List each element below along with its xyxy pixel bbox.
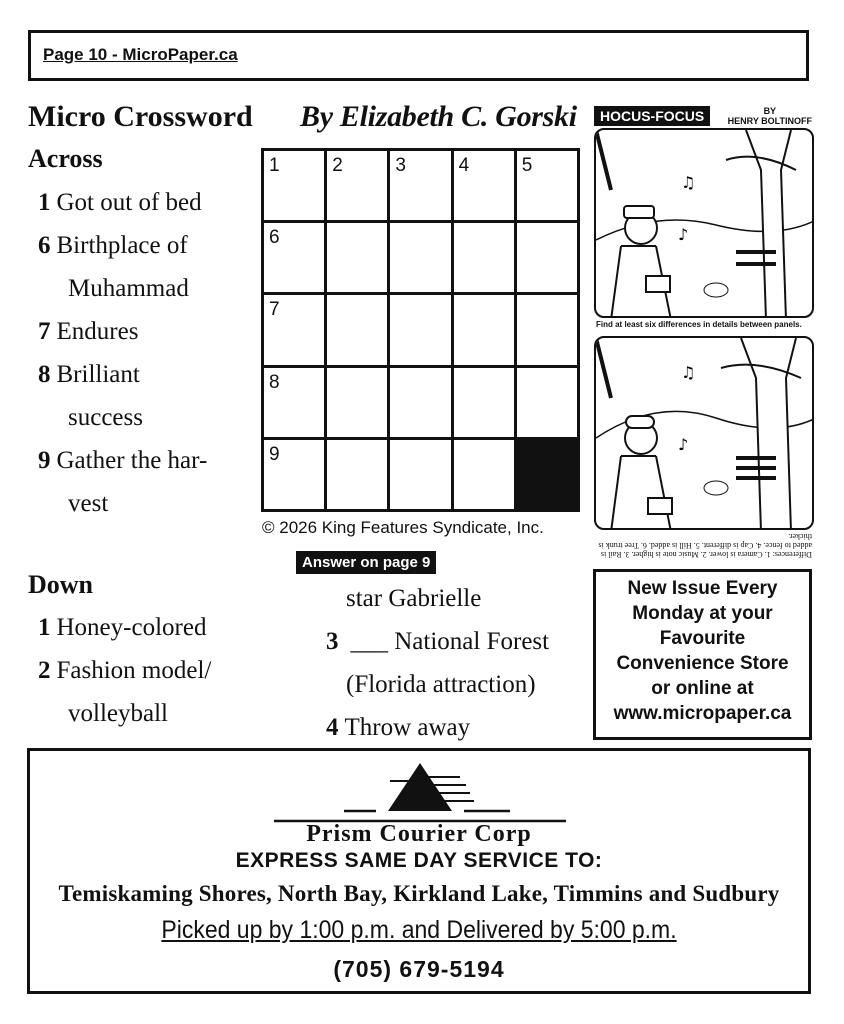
ad-express: EXPRESS SAME DAY SERVICE TO: (235, 849, 603, 872)
issue-line: New Issue Every (627, 578, 778, 599)
crossword-grid (261, 148, 580, 512)
grid-cell[interactable] (517, 151, 577, 220)
crossword-author: By Elizabeth C. Gorski (300, 100, 577, 133)
hocus-focus-title: HOCUS-FOCUS (594, 106, 710, 126)
across-clue: 7 Endures (38, 318, 139, 345)
copyright: © 2026 King Features Syndicate, Inc. (262, 518, 544, 537)
grid-cell[interactable] (390, 151, 450, 220)
across-clue: 1 Got out of bed (38, 189, 202, 216)
across-clues (38, 181, 207, 525)
crossword-title: Micro Crossword (28, 100, 253, 133)
across-clue-cont: vest (68, 490, 109, 517)
answer-badge: Answer on page 9 (296, 551, 436, 574)
grid-cell[interactable] (454, 368, 514, 437)
down-clues-left (38, 606, 211, 735)
grid-cell[interactable] (327, 440, 387, 509)
svg-text:♪: ♪ (678, 225, 689, 244)
across-clue-cont: success (68, 404, 143, 431)
down-heading: Down (28, 570, 94, 599)
issue-website: www.micropaper.ca (613, 703, 792, 724)
grid-cell[interactable] (454, 151, 514, 220)
grid-cell-number: 7 (269, 299, 280, 321)
grid-cell-number: 8 (269, 371, 280, 393)
grid-cell[interactable] (390, 223, 450, 292)
grid-cell[interactable] (390, 295, 450, 364)
hocus-focus (592, 104, 816, 559)
issue-line: or online at (651, 678, 754, 699)
grid-cell[interactable] (517, 368, 577, 437)
ad-pickup: Picked up by 1:00 p.m. and Delivered by 5:00 p.m. (161, 916, 677, 944)
grid-cell-number: 9 (269, 443, 280, 465)
issue-line: Convenience Store (616, 653, 789, 674)
grid-cell[interactable] (327, 368, 387, 437)
cartoon-illustration (596, 338, 814, 530)
grid-cell[interactable] (390, 368, 450, 437)
grid-cell[interactable] (454, 440, 514, 509)
grid-cell[interactable] (327, 223, 387, 292)
prism-courier-ad (27, 748, 811, 994)
page-header-text: Page 10 - MicroPaper.ca (43, 45, 238, 64)
hocus-focus-answers: Differences: 1. Camera is lower. 2. Music note is higher. 3. Rail is added to fence. 4. Cap is different. 5. Hill is added. 6. Tree trunk is thicker. (598, 532, 812, 559)
grid-cell[interactable] (327, 295, 387, 364)
issue-line: Favourite (659, 628, 746, 649)
grid-cell[interactable] (454, 223, 514, 292)
cartoon-illustration (596, 130, 814, 318)
down-clue-cont: volleyball (68, 700, 168, 727)
across-clue-cont: Muhammad (68, 275, 189, 302)
cartoon-panel-top (594, 128, 814, 318)
down-clue: 4 Throw away (326, 714, 471, 741)
down-clues-right (326, 577, 550, 749)
across-clue: 9 Gather the har- (38, 447, 208, 474)
across-heading: Across (28, 144, 103, 173)
new-issue-box (593, 569, 812, 740)
hocus-focus-caption: Find at least six differences in details between panels. (596, 320, 802, 329)
down-clue: 1 Honey-colored (38, 614, 207, 641)
ad-phone: (705) 679-5194 (333, 956, 505, 982)
across-clue: 8 Brilliant (38, 361, 140, 388)
hocus-focus-byline: BY HENRY BOLTINOFF (727, 106, 812, 126)
grid-cell[interactable] (327, 151, 387, 220)
down-clue: 3 ___ National Forest (326, 628, 550, 655)
down-clue-cont: star Gabrielle (346, 585, 482, 612)
svg-text:♫: ♫ (681, 173, 696, 192)
grid-cell-number: 6 (269, 227, 280, 249)
issue-line: Monday at your (632, 603, 773, 624)
ad-company-name: Prism Courier Corp (306, 821, 532, 847)
page-header (28, 30, 809, 81)
grid-cell[interactable] (264, 151, 324, 220)
grid-cell-black (517, 440, 577, 509)
grid-cell-number: 5 (521, 155, 533, 176)
grid-cell[interactable] (454, 295, 514, 364)
down-clue: 2 Fashion model/ (38, 657, 212, 684)
down-clue-cont: (Florida attraction) (346, 671, 536, 698)
grid-cell[interactable] (517, 295, 577, 364)
prism-logo (270, 759, 570, 823)
cartoon-panel-bottom (594, 336, 814, 530)
grid-cell-number: 2 (332, 155, 343, 176)
grid-cell[interactable] (264, 440, 324, 509)
grid-cell-number: 4 (458, 155, 470, 176)
grid-cell[interactable] (264, 368, 324, 437)
grid-cell[interactable] (390, 440, 450, 509)
grid-cell[interactable] (264, 223, 324, 292)
grid-cell-number: 1 (269, 155, 280, 176)
svg-text:♪: ♪ (678, 435, 689, 454)
across-clue: 6 Birthplace of (38, 232, 188, 259)
ad-cities: Temiskaming Shores, North Bay, Kirkland Lake, Timmins and Sudbury (58, 881, 780, 906)
svg-text:♫: ♫ (681, 363, 696, 382)
grid-cell[interactable] (264, 295, 324, 364)
grid-cell[interactable] (517, 223, 577, 292)
grid-cell-number: 3 (395, 155, 406, 176)
